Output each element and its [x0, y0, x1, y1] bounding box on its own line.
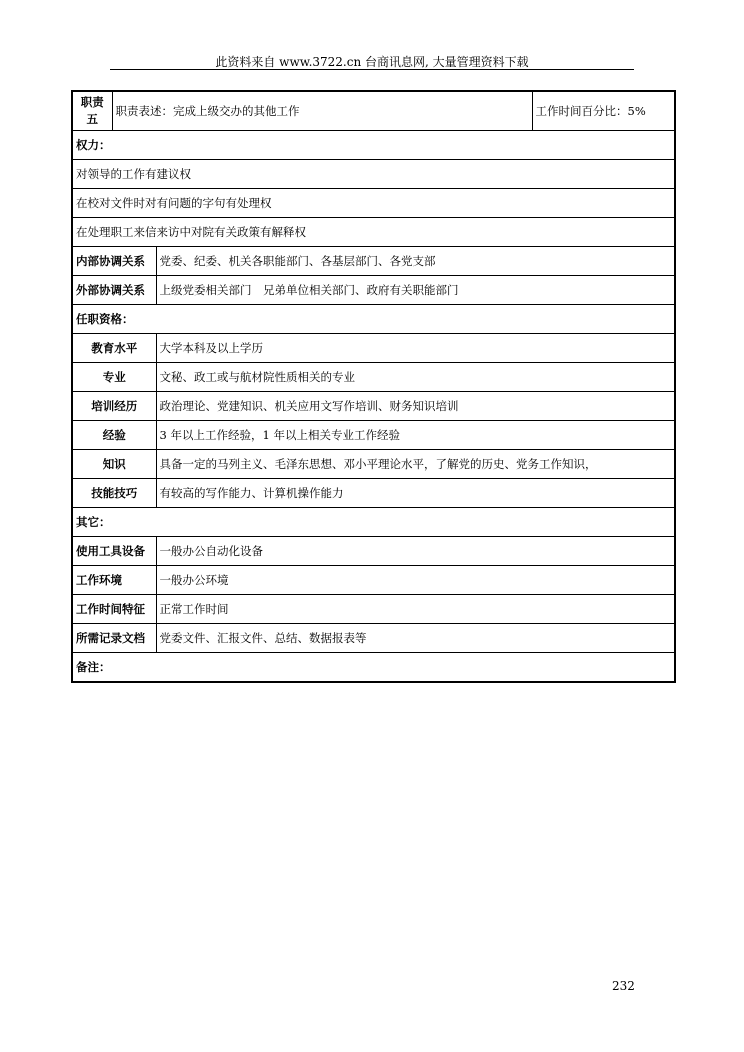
- duty-description: 职责表述：完成上级交办的其他工作: [112, 91, 532, 131]
- qualification-label: 培训经历: [72, 392, 156, 421]
- relation-row: [72, 247, 675, 276]
- qualification-row: [72, 421, 675, 450]
- qualification-row: [72, 479, 675, 508]
- duty-label: 职责五: [72, 91, 112, 131]
- other-value: 正常工作时间: [156, 595, 675, 624]
- authority-heading: 权力：: [72, 131, 675, 160]
- other-label: 工作环境: [72, 566, 156, 595]
- remarks-heading: 备注：: [72, 653, 675, 683]
- other-value: 一般办公自动化设备: [156, 537, 675, 566]
- duty-row: [72, 91, 675, 131]
- authority-row: [72, 160, 675, 189]
- other-label: 工作时间特征: [72, 595, 156, 624]
- qualification-value: 具备一定的马列主义、毛泽东思想、邓小平理论水平，了解党的历史、党务工作知识，: [156, 450, 675, 479]
- qualification-value: 政治理论、党建知识、机关应用文写作培训、财务知识培训: [156, 392, 675, 421]
- qualification-label: 知识: [72, 450, 156, 479]
- qualification-row: [72, 334, 675, 363]
- relation-row: [72, 276, 675, 305]
- authority-row: [72, 189, 675, 218]
- authority-item: 在校对文件时对有问题的字句有处理权: [72, 189, 675, 218]
- qualification-row: [72, 392, 675, 421]
- qualification-value: 有较高的写作能力、计算机操作能力: [156, 479, 675, 508]
- authority-heading-row: [72, 131, 675, 160]
- relation-label: 外部协调关系: [72, 276, 156, 305]
- page-number: 232: [612, 979, 635, 993]
- others-heading: 其它：: [72, 508, 675, 537]
- qualification-value: 3 年以上工作经验，1 年以上相关专业工作经验: [156, 421, 675, 450]
- other-row: [72, 624, 675, 653]
- other-value: 党委文件、汇报文件、总结、数据报表等: [156, 624, 675, 653]
- other-row: [72, 537, 675, 566]
- other-label: 所需记录文档: [72, 624, 156, 653]
- qualification-value: 文秘、政工或与航材院性质相关的专业: [156, 363, 675, 392]
- relation-value: 上级党委相关部门 兄弟单位相关部门、政府有关职能部门: [156, 276, 675, 305]
- remarks-row: [72, 653, 675, 683]
- header-rule: [110, 69, 634, 70]
- other-row: [72, 595, 675, 624]
- other-row: [72, 566, 675, 595]
- qualification-label: 教育水平: [72, 334, 156, 363]
- job-description-table: [71, 90, 676, 683]
- others-heading-row: [72, 508, 675, 537]
- authority-item: 在处理职工来信来访中对院有关政策有解释权: [72, 218, 675, 247]
- qualification-label: 经验: [72, 421, 156, 450]
- header-text: 此资料来自 www.3722.cn 台商讯息网, 大量管理资料下载: [215, 55, 529, 69]
- other-label: 使用工具设备: [72, 537, 156, 566]
- qualifications-heading: 任职资格：: [72, 305, 675, 334]
- qualification-label: 专业: [72, 363, 156, 392]
- qualification-row: [72, 363, 675, 392]
- qualification-value: 大学本科及以上学历: [156, 334, 675, 363]
- page-header: [0, 53, 744, 70]
- relation-value: 党委、纪委、机关各职能部门、各基层部门、各党支部: [156, 247, 675, 276]
- other-value: 一般办公环境: [156, 566, 675, 595]
- authority-row: [72, 218, 675, 247]
- qualification-row: [72, 450, 675, 479]
- authority-item: 对领导的工作有建议权: [72, 160, 675, 189]
- qualification-label: 技能技巧: [72, 479, 156, 508]
- relation-label: 内部协调关系: [72, 247, 156, 276]
- duty-time-percent: 工作时间百分比：5%: [532, 91, 675, 131]
- qualifications-heading-row: [72, 305, 675, 334]
